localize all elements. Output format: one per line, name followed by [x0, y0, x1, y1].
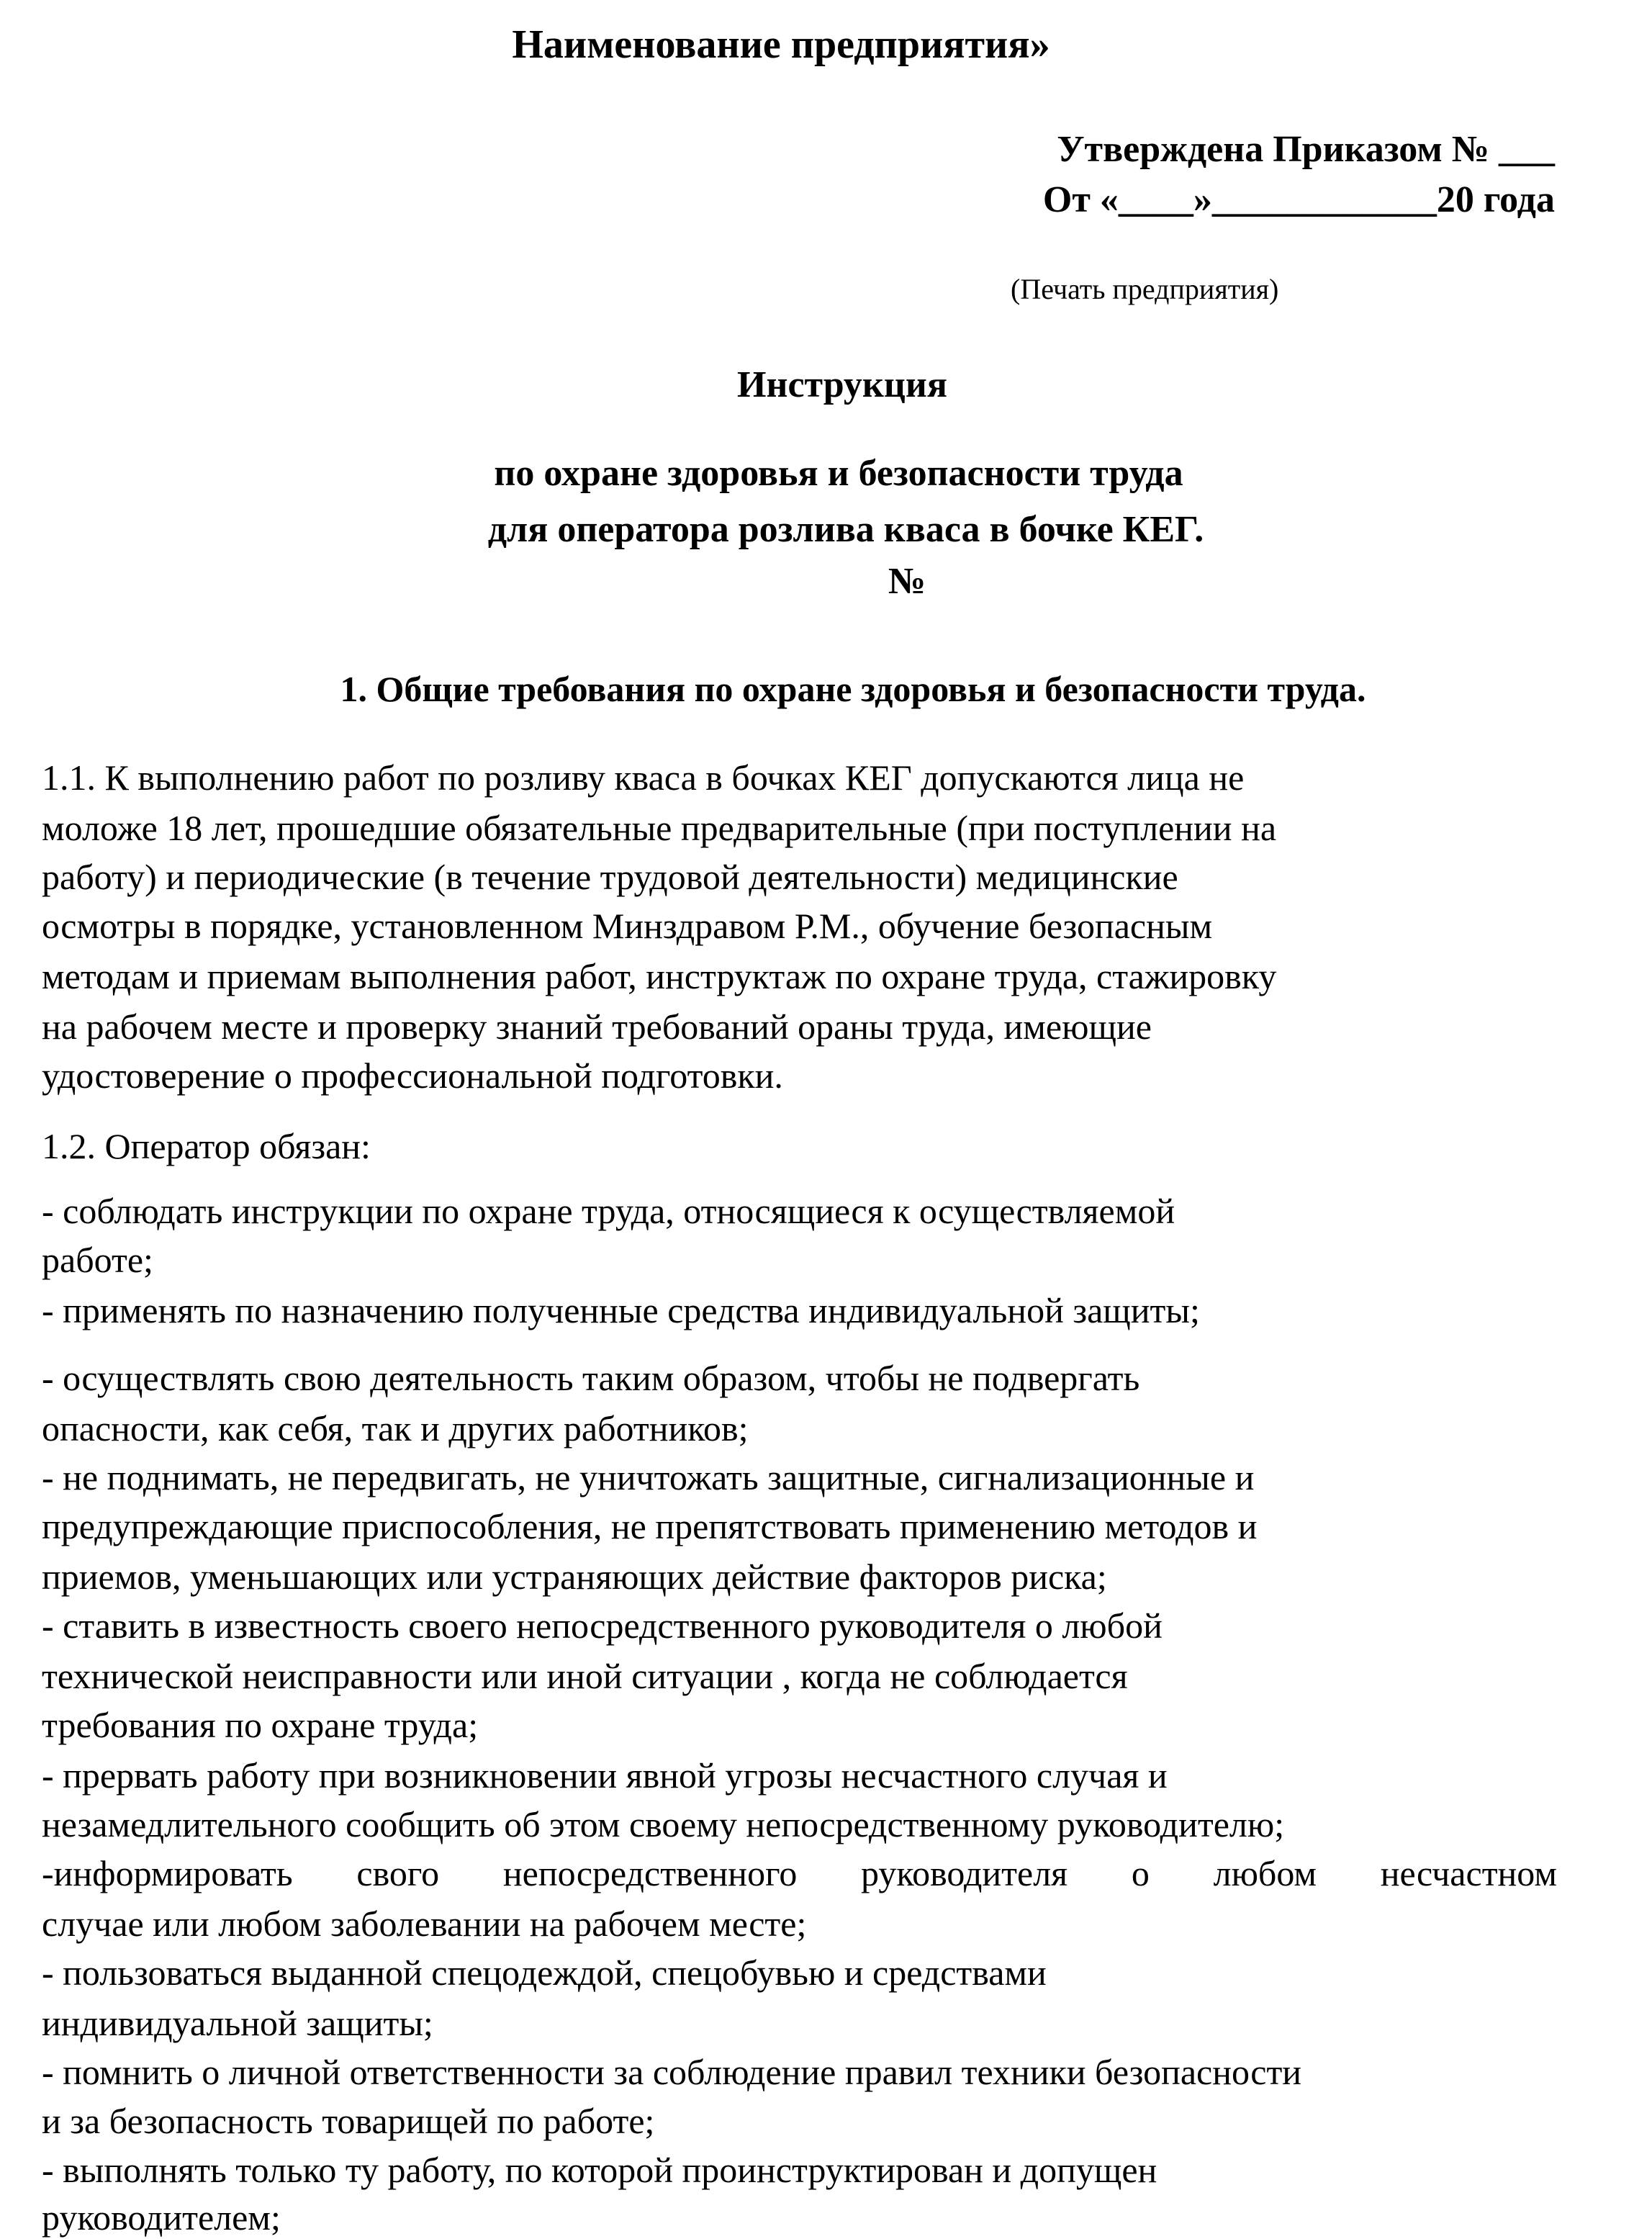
- document-number: №: [888, 561, 926, 602]
- duty-item-line: -информировать свого непосредственного руководителя о любом несчастном: [42, 1853, 1557, 1893]
- paragraph-1-1-line: методам и приемам выполнения работ, инструктаж по охране труда, стажировку: [42, 956, 1277, 996]
- section-1-heading: 1. Общие требования по охране здоровья и безопасности труда.: [340, 669, 1366, 709]
- organization-name: Наименование предприятия»: [512, 22, 1050, 67]
- duty-item-line: - применять по назначению полученные средства индивидуальной защиты;: [42, 1290, 1200, 1330]
- approval-date-line: От «____»____________20 года: [1042, 179, 1555, 220]
- paragraph-1-1-line: удостоверение о профессиональной подготовки.: [42, 1055, 783, 1096]
- duty-item-line: - не поднимать, не передвигать, не уничтожать защитные, сигнализационные и: [42, 1457, 1255, 1497]
- duty-item-line: и за безопасность товарищей по работе;: [42, 2101, 655, 2141]
- approval-line: Утверждена Приказом № ___: [1057, 129, 1555, 170]
- duty-item-line: опасности, как себя, так и других работников;: [42, 1408, 749, 1449]
- duty-item-line: - осуществлять свою деятельность таким образом, чтобы не подвергать: [42, 1358, 1140, 1398]
- duty-item-line: - соблюдать инструкции по охране труда, относящиеся к осуществляемой: [42, 1191, 1175, 1231]
- duty-item-line: предупреждающие приспособления, не препятствовать применению методов и: [42, 1506, 1258, 1546]
- duty-item-line: приемов, уменьшающих или устраняющих действие факторов риска;: [42, 1557, 1107, 1597]
- duty-item-line: - прервать работу при возникновении явной угрозы несчастного случая и: [42, 1755, 1168, 1796]
- duty-item-line: случае или любом заболевании на рабочем месте;: [42, 1904, 807, 1944]
- duty-item-line: - ставить в известность своего непосредственного руководителя о любой: [42, 1605, 1163, 1646]
- duty-item-line: незамедлительного сообщить об этом своему непосредственному руководителю;: [42, 1804, 1285, 1844]
- duty-item-line: - пользоваться выданной спецодеждой, спецобувью и средствами: [42, 1952, 1047, 1993]
- duty-item-line: индивидуальной защиты;: [42, 2003, 433, 2043]
- paragraph-1-2-heading: 1.2. Оператор обязан:: [42, 1126, 371, 1166]
- paragraph-1-1-line: 1.1. К выполнению работ по розливу кваса в бочках КЕГ допускаются лица не: [42, 757, 1245, 798]
- paragraph-1-1-line: моложе 18 лет, прошедшие обязательные предварительные (при поступлении на: [42, 808, 1277, 848]
- title-line-2: для оператора розлива кваса в бочке КЕГ.: [487, 509, 1204, 550]
- duty-item-line: технической неисправности или иной ситуации , когда не соблюдается: [42, 1656, 1128, 1696]
- paragraph-1-1-line: работу) и периодические (в течение трудовой деятельности) медицинские: [42, 857, 1178, 897]
- duty-item-line: руководителем;: [42, 2197, 281, 2238]
- paragraph-1-1-line: осмотры в порядке, установленном Минздравом Р.М., обучение безопасным: [42, 906, 1213, 946]
- duty-item-line: требования по охране труда;: [42, 1705, 479, 1745]
- duty-item-line: работе;: [42, 1240, 153, 1280]
- paragraph-1-1-line: на рабочем месте и проверку знаний требований ораны труда, имеющие: [42, 1006, 1152, 1047]
- duty-item-line: - помнить о личной ответственности за соблюдение правил техники безопасности: [42, 2052, 1302, 2092]
- duty-item-line: - выполнять только ту работу, по которой проинструктирован и допущен: [42, 2150, 1157, 2190]
- document-kind: Инструкция: [737, 364, 947, 405]
- title-line-1: по охране здоровья и безопасности труда: [494, 453, 1183, 494]
- stamp-note: (Печать предприятия): [1011, 273, 1279, 305]
